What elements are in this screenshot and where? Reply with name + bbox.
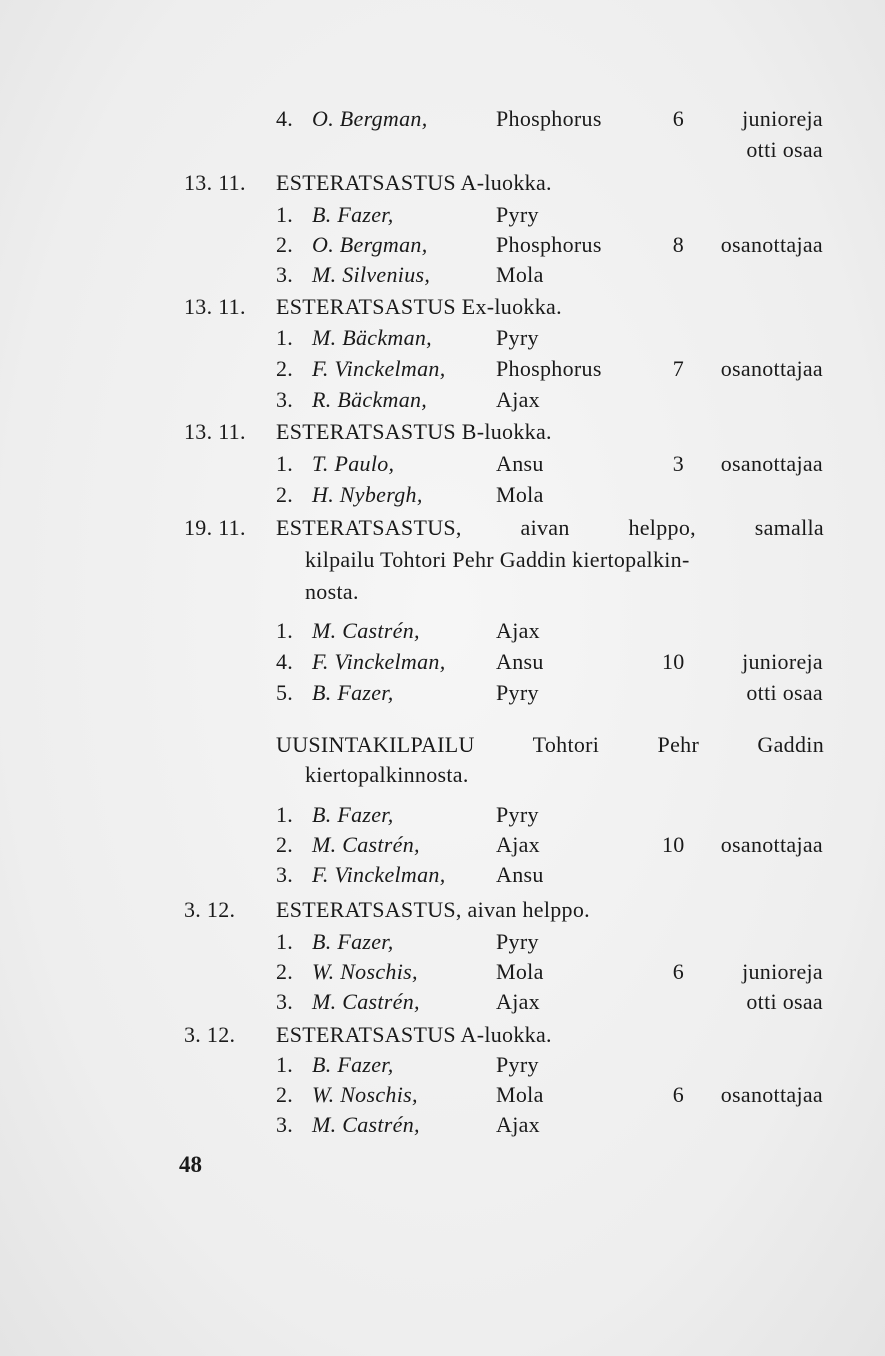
placing: 5. — [276, 680, 294, 705]
text-line — [0, 1018, 885, 1052]
placing: 1. — [276, 325, 294, 350]
date-label: 19. 11. — [184, 515, 246, 540]
participation-note: junioreja — [742, 106, 823, 131]
event-title: ESTERATSASTUS A-luokka. — [276, 170, 552, 195]
placing: 3. — [276, 862, 294, 887]
text-line — [0, 415, 885, 449]
event-title: ESTERATSASTUS A-luokka. — [276, 1022, 552, 1047]
text-line — [0, 575, 885, 609]
date-label: 13. 11. — [184, 170, 246, 195]
placing: 4. — [276, 106, 294, 131]
rider-name: B. Fazer, — [312, 1052, 394, 1077]
club-name: Pyry — [496, 929, 539, 954]
text-line — [0, 925, 885, 959]
club-name: Ansu — [496, 451, 544, 476]
continuation-text: kilpailu Tohtori Pehr Gaddin kiertopalkin- — [305, 547, 690, 572]
placing: 2. — [276, 232, 294, 257]
rider-name: W. Noschis, — [312, 959, 418, 984]
text-line — [0, 198, 885, 232]
placing: 3. — [276, 1112, 294, 1137]
participation-note: osanottajaa — [720, 1082, 823, 1107]
text-line — [0, 728, 885, 762]
text-line — [0, 478, 885, 512]
placing: 3. — [276, 989, 294, 1014]
participant-count: 6 — [672, 106, 684, 131]
text-line — [0, 352, 885, 386]
club-name: Pyry — [496, 325, 539, 350]
text-line — [0, 447, 885, 481]
text-line — [0, 511, 885, 545]
text-line — [0, 543, 885, 577]
date-label: 3. 12. — [184, 897, 236, 922]
club-name: Ansu — [496, 862, 544, 887]
club-name: Phosphorus — [496, 232, 602, 257]
club-name: Mola — [496, 1082, 544, 1107]
club-name: Ajax — [496, 989, 540, 1014]
placing: 2. — [276, 1082, 294, 1107]
rider-name: M. Castrén, — [312, 989, 420, 1014]
text-line — [0, 758, 885, 792]
rider-name: M. Castrén, — [312, 832, 420, 857]
rider-name: F. Vinckelman, — [312, 649, 446, 674]
rider-name: F. Vinckelman, — [312, 862, 446, 887]
text-line — [0, 133, 885, 167]
placing: 1. — [276, 802, 294, 827]
rider-name: B. Fazer, — [312, 929, 394, 954]
event-title: ESTERATSASTUS, aivan helppo, samalla — [276, 515, 824, 540]
participant-count: 7 — [672, 356, 684, 381]
rider-name: O. Bergman, — [312, 106, 428, 131]
club-name: Phosphorus — [496, 106, 602, 131]
rider-name: M. Bäckman, — [312, 325, 432, 350]
participation-note: osanottajaa — [720, 451, 823, 476]
club-name: Ajax — [496, 387, 540, 412]
placing: 1. — [276, 618, 294, 643]
text-line — [0, 258, 885, 292]
text-line — [0, 798, 885, 832]
club-name: Ajax — [496, 832, 540, 857]
text-line — [0, 676, 885, 710]
club-name: Ansu — [496, 649, 544, 674]
club-name: Pyry — [496, 802, 539, 827]
club-name: Pyry — [496, 680, 539, 705]
event-title: ESTERATSASTUS B-luokka. — [276, 419, 552, 444]
text-line — [0, 858, 885, 892]
club-name: Phosphorus — [496, 356, 602, 381]
participant-count: 10 — [662, 649, 685, 674]
participant-count: 10 — [662, 832, 685, 857]
event-title: ESTERATSASTUS, aivan helppo. — [276, 897, 590, 922]
event-title: ESTERATSASTUS Ex-luokka. — [276, 294, 562, 319]
continuation-text: nosta. — [305, 579, 359, 604]
text-line — [0, 102, 885, 136]
participation-note: osanottajaa — [720, 832, 823, 857]
participation-note: otti osaa — [746, 989, 823, 1014]
text-line — [0, 166, 885, 200]
participation-note: osanottajaa — [720, 232, 823, 257]
text-line — [0, 383, 885, 417]
club-name: Mola — [496, 262, 544, 287]
participation-note: otti osaa — [746, 137, 823, 162]
placing: 2. — [276, 959, 294, 984]
text-line — [0, 645, 885, 679]
club-name: Mola — [496, 482, 544, 507]
club-name: Ajax — [496, 1112, 540, 1137]
placing: 3. — [276, 262, 294, 287]
participant-count: 6 — [672, 1082, 684, 1107]
date-label: 3. 12. — [184, 1022, 236, 1047]
text-line — [0, 1078, 885, 1112]
participation-note: junioreja — [742, 959, 823, 984]
text-line — [0, 614, 885, 648]
event-title: UUSINTAKILPAILU Tohtori Pehr Gaddin — [276, 732, 824, 757]
placing: 1. — [276, 1052, 294, 1077]
participant-count: 6 — [672, 959, 684, 984]
text-line — [0, 290, 885, 324]
participation-note: junioreja — [742, 649, 823, 674]
rider-name: B. Fazer, — [312, 680, 394, 705]
club-name: Pyry — [496, 1052, 539, 1077]
page-number: 48 — [179, 1152, 202, 1177]
club-name: Pyry — [496, 202, 539, 227]
date-label: 13. 11. — [184, 294, 246, 319]
text-line — [0, 228, 885, 262]
rider-name: M. Castrén, — [312, 1112, 420, 1137]
text-line — [0, 893, 885, 927]
rider-name: B. Fazer, — [312, 202, 394, 227]
participant-count: 3 — [672, 451, 684, 476]
rider-name: H. Nybergh, — [312, 482, 423, 507]
placing: 3. — [276, 387, 294, 412]
rider-name: M. Castrén, — [312, 618, 420, 643]
text-line — [0, 1108, 885, 1142]
text-line — [0, 321, 885, 355]
rider-name: M. Silvenius, — [312, 262, 431, 287]
club-name: Ajax — [496, 618, 540, 643]
continuation-text: kiertopalkinnosta. — [305, 762, 469, 787]
placing: 4. — [276, 649, 294, 674]
participant-count: 8 — [672, 232, 684, 257]
participation-note: osanottajaa — [720, 356, 823, 381]
text-line — [0, 1048, 885, 1082]
text-line — [0, 955, 885, 989]
date-label: 13. 11. — [184, 419, 246, 444]
text-line — [0, 985, 885, 1019]
placing: 1. — [276, 929, 294, 954]
placing: 2. — [276, 482, 294, 507]
rider-name: T. Paulo, — [312, 451, 395, 476]
club-name: Mola — [496, 959, 544, 984]
rider-name: F. Vinckelman, — [312, 356, 446, 381]
placing: 1. — [276, 202, 294, 227]
rider-name: O. Bergman, — [312, 232, 428, 257]
rider-name: R. Bäckman, — [312, 387, 428, 412]
placing: 2. — [276, 356, 294, 381]
text-line — [0, 828, 885, 862]
rider-name: B. Fazer, — [312, 802, 394, 827]
participation-note: otti osaa — [746, 680, 823, 705]
placing: 1. — [276, 451, 294, 476]
rider-name: W. Noschis, — [312, 1082, 418, 1107]
placing: 2. — [276, 832, 294, 857]
